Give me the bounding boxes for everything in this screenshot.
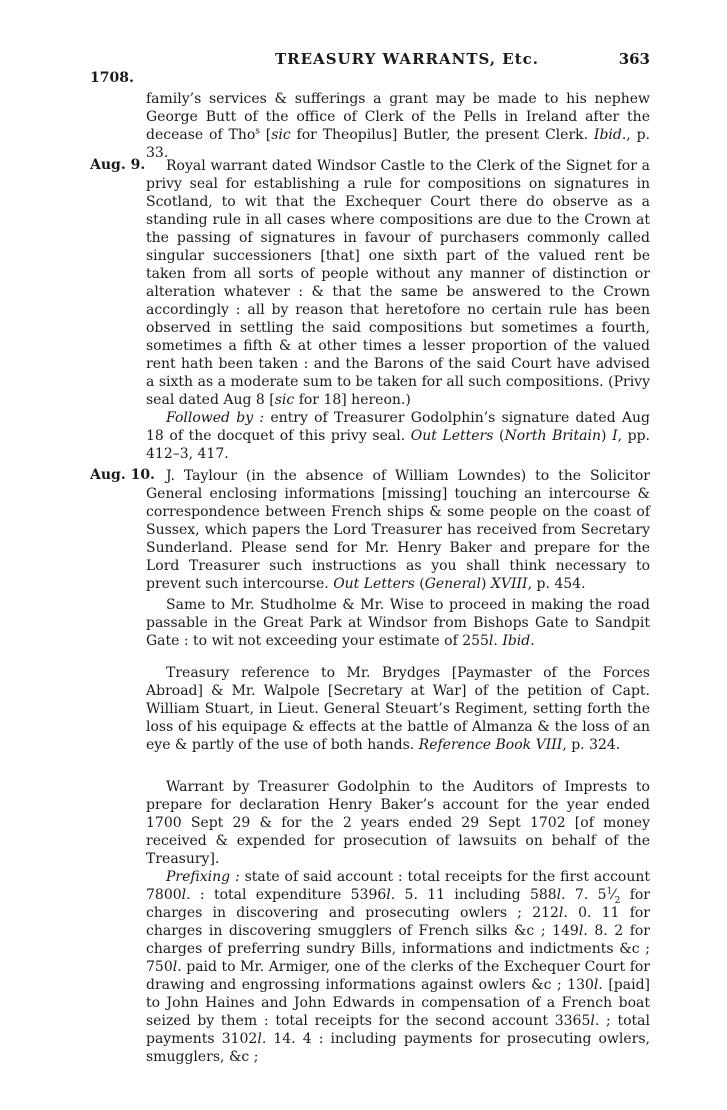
entry-aug-10	[90, 467, 650, 593]
year-marker: 1708.	[90, 70, 134, 86]
entry-baker-account	[90, 778, 650, 1066]
running-title: TREASURY WARRANTS, Etc.	[275, 50, 539, 68]
entry-treasury-reference	[90, 664, 650, 754]
entry-continuation	[90, 90, 650, 162]
entry-text: Same to Mr. Studholme & Mr. Wise to proceed in making the road passable in the Great Park at Windsor from Bishops Gate to Sandpit Gate : to wit not exceeding your estimate of 255l. Ibid.	[146, 597, 650, 649]
entry-text: Warrant by Treasurer Godolphin to the Auditors of Imprests to prepare for declaration Henry Baker’s account for the year ended 1700 Sept 29 & for the 2 years ended 29 Sept 1702 [of money received & expended for prosecution of lawsuits on behalf of the Treasury]. Prefixing : state of said account : total receipts for the first account 7800l. : total expenditure 5396l. 5. 11 including 588l. 7. $5^1⁄_2$ for charges in discovering and prosecuting owlers ; 212l. 0. 11 for charges in discovering smugglers of French silks &c ; 149l. 8. 2 for charges of preferring sundry Bills, informations and indictments &c ; 750l. paid to Mr. Armiger, one of the clerks of the Exchequer Court for drawing and engrossing informations against owlers &c ; 130l. [paid] to John Haines and John Edwards in compensation of a French boat seized by them : total receipts for the second account 3365l. ; total payments 3102l. 14. 4 : including payments for prosecuting owlers, smugglers, &c ;	[146, 779, 651, 1065]
entry-text: Treasury reference to Mr. Brydges [Paymaster of the Forces Abroad] & Mr. Walpole [Secretary at War] of the petition of Capt. William Stuart, in Lieut. General Steuart’s Regiment, setting forth the loss of his equipage & effects at the battle of Almanza & the loss of an eye & partly of the use of both hands. Reference Book VIII, p. 324.	[146, 665, 650, 753]
entry-road-warrant	[90, 596, 650, 650]
entry-aug-9	[90, 157, 650, 463]
page-number: 363	[618, 50, 650, 68]
entry-date: Aug. 9.	[90, 157, 146, 173]
entry-text: J. Taylour (in the absence of William Lowndes) to the Solicitor General enclosing informations [missing] touching an intercourse & correspondence between French ships & some people on the coast of Sussex, which papers the Lord Treasurer has received from Secretary Sunderland. Please send for Mr. Henry Baker and prepare for the Lord Treasurer such instructions as you shall think necessary to prevent such intercourse. Out Letters (General) XVIII, p. 454.	[146, 468, 650, 592]
entry-date: Aug. 10.	[90, 467, 155, 483]
entry-text: family’s services & sufferings a grant may be made to his nephew George Butt of the office of Clerk of the Pells in Ireland after the decease of Tho$^s$ [sic for Theopilus] Butler, the present Clerk. Ibid., p. 33.	[146, 91, 651, 161]
entry-text: Royal warrant dated Windsor Castle to the Clerk of the Signet for a privy seal for establishing a rule for compositions on signatures in Scotland, to wit that the Exchequer Court there do observe as a standing rule in all cases where compositions are due to the Crown at the passing of signatures in favour of purchasers commonly called singular successioners [that] one sixth part of the valued rent be taken from all sorts of people without any manner of distinction or alteration whatever : & that the same be answered to the Crown accordingly : all by reason that heretofore no certain rule has been observed in settling the said compositions but sometimes a fourth, sometimes a fifth & at other times a lesser proportion of the valued rent hath been taken : and the Barons of the said Court have advised a sixth as a moderate sum to be taken for all such compositions. (Privy seal dated Aug 8 [sic for 18] hereon.) Followed by : entry of Treasurer Godolphin’s signature dated Aug 18 of the docquet of this privy seal. Out Letters (North Britain) I, pp. 412–3, 417.	[146, 158, 650, 462]
page-header	[90, 50, 650, 74]
